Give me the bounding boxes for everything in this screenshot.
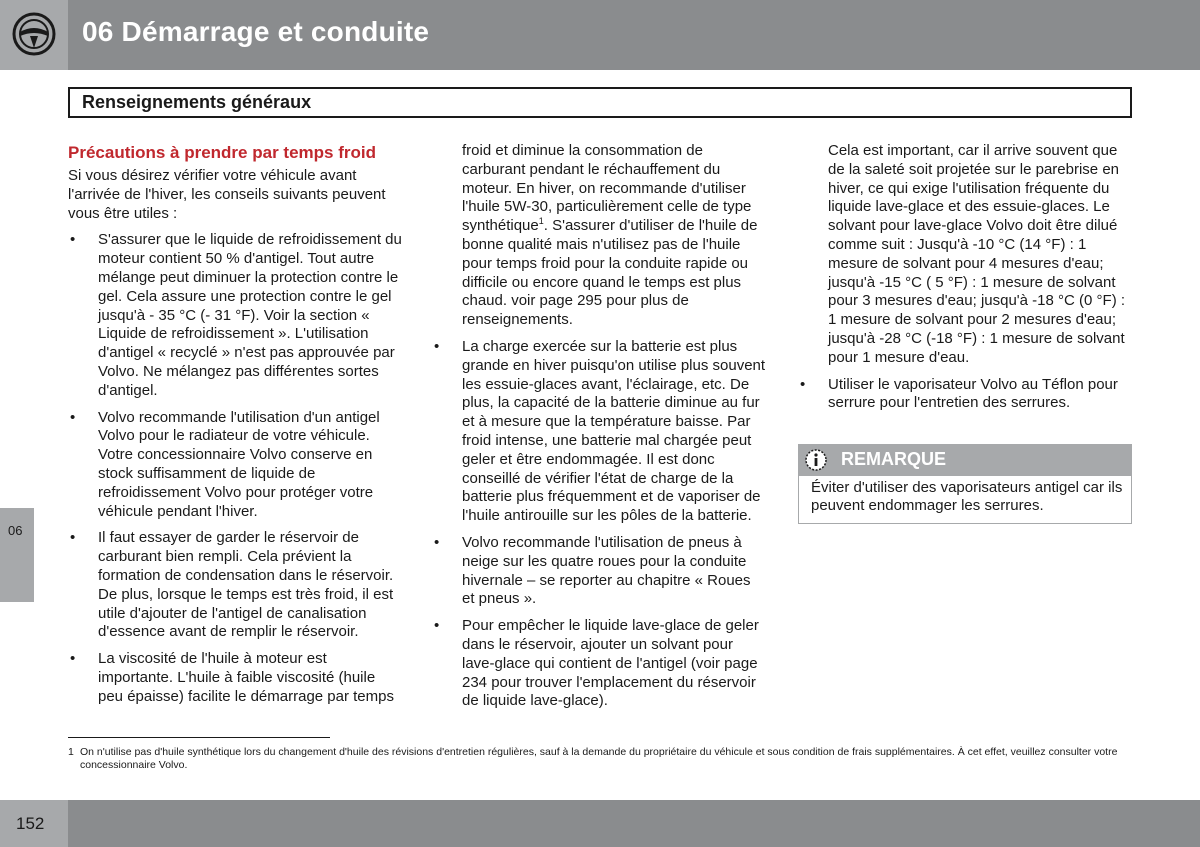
list-item: • La charge exercée sur la batterie est plus grande en hiver puisqu'on utilise plus souvent les essuie-glaces avant, l'éclairage, etc. De plus, la capacité de la batterie diminue au fur et à mesure que la température baisse. Par froid intense, une batterie mal chargée peut geler et être endommagée. Il est donc conseillé de vérifier l'état de charge de la batterie plus fréquemment et de vaporiser de l'huile antirouille sur les pôles de la batterie.	[432, 338, 767, 526]
list-item: • La viscosité de l'huile à moteur est importante. L'huile à faible viscosité (huile peu épaisse) facilite le démarrage par temps	[68, 650, 403, 706]
section-title-box	[68, 87, 1132, 118]
footnote-reference[interactable]: 1	[538, 216, 544, 227]
column-1	[68, 142, 403, 707]
column-2	[432, 142, 767, 711]
column-2-bullet-list	[432, 338, 767, 711]
oil-continuation-b: . S'assurer d'utiliser de l'huile de bonne qualité mais n'utilisez pas de l'huile pour temps froid pour la conduite rapide ou difficile ou encore quand le temps est plus chaud. voir page 295 pour plus de renseignements.	[462, 217, 758, 329]
list-item: • Volvo recommande l'utilisation de pneus à neige sur les quatre roues pour la conduite hivernale – se reporter au chapitre « Roues et pneus ».	[432, 534, 767, 609]
washer-fluid-continuation: Cela est important, car il arrive souvent que de la saleté soit projetée sur le parebrise en hiver, ce qui exige l'utilisation fréquente du liquide lave-glace et des essuie-glaces. Le solvant pour lave-glace Volvo doit être dilué comme suit : Jusqu'à -10 °C (14 °F) : 1 mesure de solvant pour 4 mesures d'eau; jusqu'à -15 °C ( 5 °F) : 1 mesure de solvant pour 3 mesures d'eau; jusqu'à -18 °C (0 °F) : 1 mesure de solvant pour 2 mesures d'eau; jusqu'à -28 °C (-18 °F) : 1 mesure de solvant pour 1 mesure d'eau.	[828, 142, 1126, 366]
section-title: Renseignements généraux	[82, 92, 312, 112]
list-item: • S'assurer que le liquide de refroidissement du moteur contient 50 % d'antigel. Tout autre mélange peut diminuer la protection contre le gel. Cela assure une protection contre le gel jusqu'à - 35 °C (- 31 °F). Voir la section « Liquide de refroidissement ». L'utilisation d'antigel « recyclé » n'est pas approuvée par Volvo. Ne mélangez pas différentes sortes d'antigel.	[68, 231, 403, 400]
steering-wheel-icon	[12, 12, 56, 56]
oil-continuation-a: froid et diminue la consommation de carburant pendant le réchauffement du moteur. En hiver, on recommande d'utiliser l'huile 5W-30, particulièrement celle de type synthétique	[462, 142, 752, 235]
column-1-bullet-list	[68, 231, 403, 706]
header-icon-area	[0, 0, 68, 70]
column-3	[798, 142, 1133, 413]
chapter-tab	[0, 508, 34, 602]
note-header	[799, 445, 1131, 476]
list-item: • Utiliser le vaporisateur Volvo au Téflon pour serrure pour l'entretien des serrures.	[798, 376, 1133, 414]
column-3-bullet-list	[798, 376, 1133, 414]
footer-band	[68, 800, 1200, 847]
intro-paragraph: Si vous désirez vérifier votre véhicule avant l'arrivée de l'hiver, les conseils suivants peuvent vous être utiles :	[68, 167, 386, 222]
list-item: • Volvo recommande l'utilisation d'un antigel Volvo pour le radiateur de votre véhicule. Votre concessionnaire Volvo conserve en stock suffisamment de liquide de refroidissement Volvo pour protéger votre véhicule pendant l'hiver.	[68, 409, 403, 522]
oil-continuation-paragraph	[432, 142, 767, 330]
note-title: REMARQUE	[841, 449, 947, 469]
footnote-mark: 1	[68, 746, 74, 758]
footer-page-area	[0, 800, 68, 847]
info-icon	[805, 449, 827, 471]
note-text: Éviter d'utiliser des vaporisateurs antigel car ils peuvent endommager les serrures.	[811, 479, 1123, 514]
chapter-title: 06 Démarrage et conduite	[82, 16, 430, 47]
list-item: • Pour empêcher le liquide lave-glace de geler dans le réservoir, ajouter un solvant pour lave-glace qui contient de l'antigel (voir page 234 pour trouver l'emplacement du réservoir de liquide lave-glace).	[432, 617, 767, 711]
chapter-tab-label: 06	[8, 523, 23, 538]
cold-weather-heading: Précautions à prendre par temps froid	[68, 143, 376, 162]
footnote	[68, 746, 1138, 772]
footnote-text: On n'utilise pas d'huile synthétique lors du changement d'huile des révisions d'entretien régulières, sauf à la demande du propriétaire du véhicule et sous condition de frais supplémentaires. À cet effet, veuillez consulter votre concessionnaire Volvo.	[80, 746, 1118, 771]
page-number: 152	[16, 814, 45, 833]
note-box	[798, 444, 1132, 524]
list-item: • Il faut essayer de garder le réservoir de carburant bien rempli. Cela prévient la formation de condensation dans le réservoir. De plus, lorsque le temps est très froid, il est utile d'ajouter de l'antigel de canalisation d'essence avant de remplir le réservoir.	[68, 529, 403, 642]
footnote-divider	[68, 737, 330, 738]
